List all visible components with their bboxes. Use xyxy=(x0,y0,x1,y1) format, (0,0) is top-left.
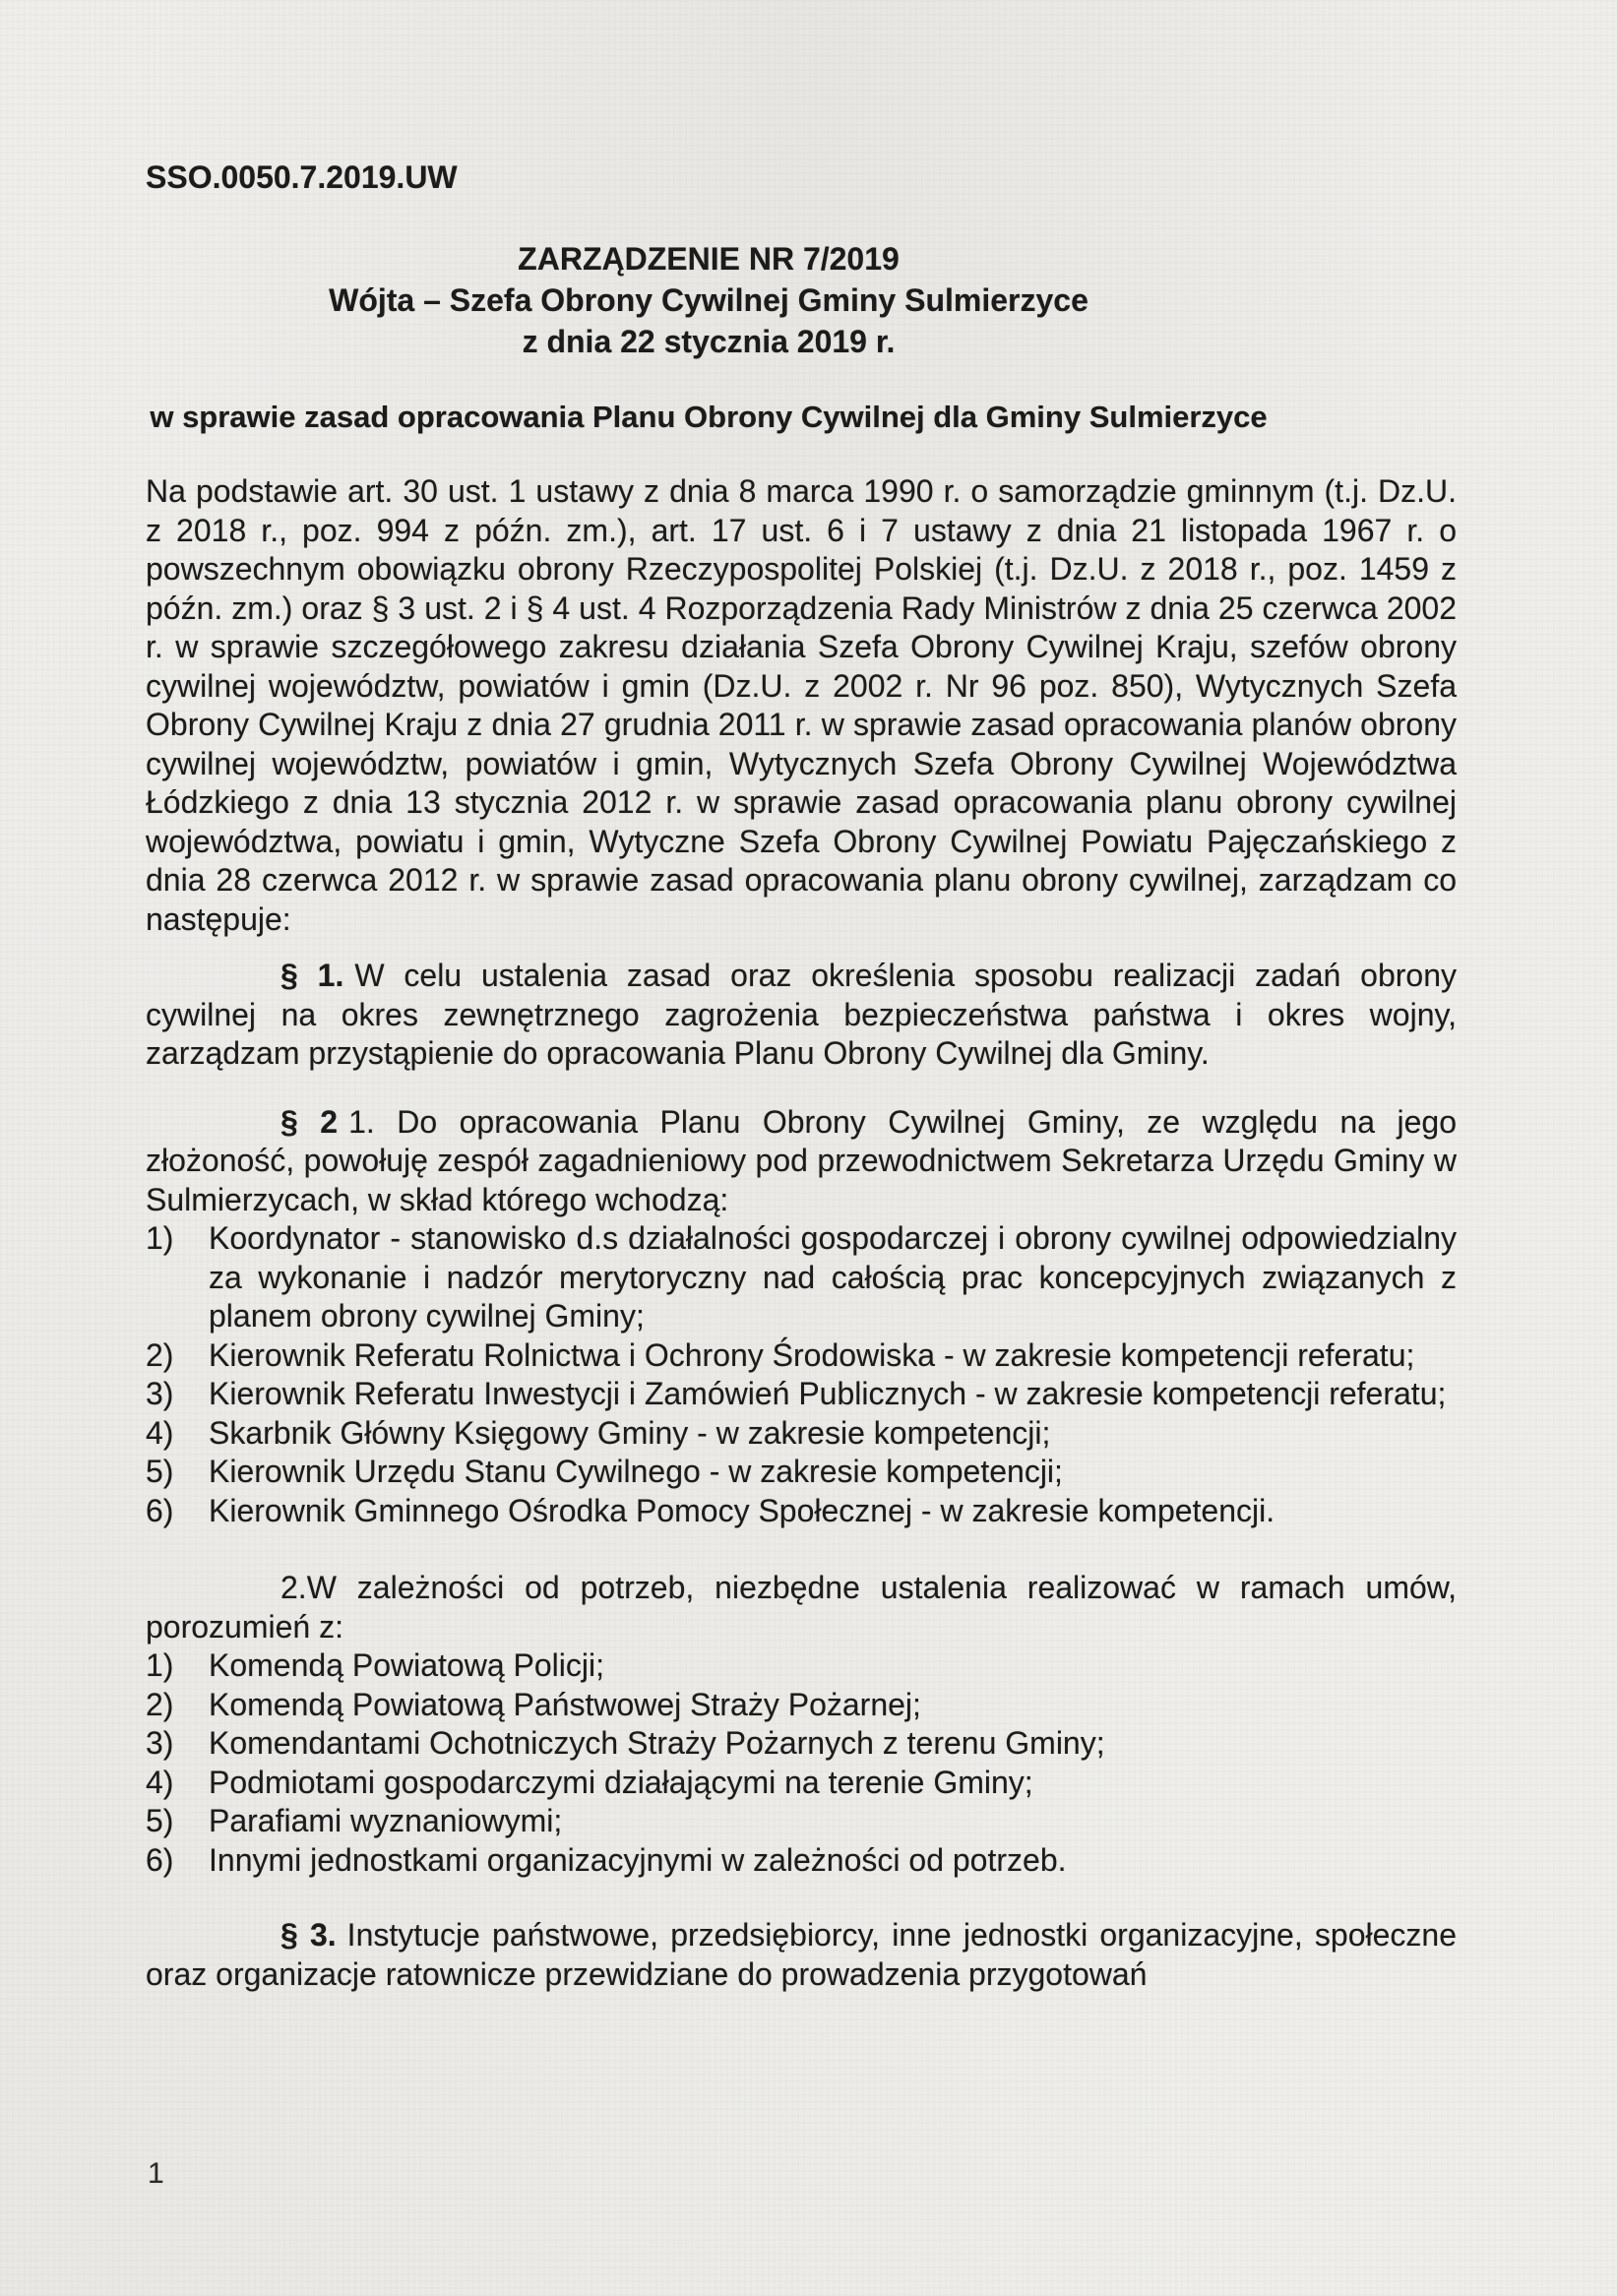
list-item-marker: 6) xyxy=(146,1841,174,1878)
list-item-text: Skarbnik Główny Księgowy Gminy - w zakresie kompetencji; xyxy=(209,1414,1051,1451)
title-line-date: z dnia 22 stycznia 2019 r. xyxy=(522,324,896,359)
list-item-text: Kierownik Referatu Rolnictwa i Ochrony Środowiska - w zakresie kompetencji referatu; xyxy=(209,1336,1415,1373)
list-item xyxy=(146,1453,1457,1492)
list-item-marker: 2) xyxy=(146,1336,174,1373)
list-item xyxy=(146,1219,1457,1336)
legal-basis-paragraph: Na podstawie art. 30 ust. 1 ustawy z dnia 8 marca 1990 r. o samorządzie gminnym (t.j. Dz.U. z 2018 r., poz. 994 z późn. zm.), art. 17 ust. 6 i 7 ustawy z dnia 21 listopada 1967 r. o powszechnym obowiązku obrony Rzeczypospolitej Polskiej (t.j. Dz.U. z 2018 r., poz. 1459 z późn. zm.) oraz § 3 ust. 2 i § 4 ust. 4 Rozporządzenia Rady Ministrów z dnia 25 czerwca 2002 r. w sprawie szczegółowego zakresu działania Szefa Obrony Cywilnej Kraju, szefów obrony cywilnej województw, powiatów i gmin (Dz.U. z 2002 r. Nr 96 poz. 850), Wytycznych Szefa Obrony Cywilnej Kraju z dnia 27 grudnia 2011 r. w sprawie zasad opracowania planów obrony cywilnej województw, powiatów i gmin, Wytycznych Szefa Obrony Cywilnej Województwa Łódzkiego z dnia 13 stycznia 2012 r. w sprawie zasad opracowania planu obrony cywilnej województwa, powiatu i gmin, Wytyczne Szefa Obrony Cywilnej Powiatu Pajęczańskiego z dnia 28 czerwca 2012 r. w sprawie zasad opracowania planu obrony cywilnej, zarządzam co następuje: xyxy=(146,473,1457,937)
list-item-marker: 6) xyxy=(146,1492,174,1528)
section-1-label: § 1. xyxy=(280,958,344,993)
document-title xyxy=(146,238,1272,362)
list-item-marker: 1) xyxy=(146,1647,174,1683)
section-1-text: W celu ustalenia zasad oraz określenia sposobu realizacji zadań obrony cywilnej na okres zewnętrznego zagrożenia bezpieczeństwa państwa i okres wojny, zarządzam przystąpienie do opracowania Planu Obrony Cywilnej dla Gminy. xyxy=(146,958,1458,1071)
list-item-text: Parafiami wyznaniowymi; xyxy=(209,1803,563,1838)
list-item xyxy=(146,1724,1457,1764)
list-item-text: Podmiotami gospodarczymi działającymi na terenie Gminy; xyxy=(209,1764,1033,1800)
section-2-paragraph xyxy=(146,1103,1457,1220)
list-item-text: Komendą Powiatową Policji; xyxy=(209,1647,604,1683)
reference-number: SSO.0050.7.2019.UW xyxy=(146,159,458,195)
list-item xyxy=(146,1336,1457,1376)
list-item-text: Komendą Powiatową Państwowej Straży Pożarnej; xyxy=(209,1686,921,1722)
list-item-marker: 5) xyxy=(146,1803,174,1838)
list-item xyxy=(146,1414,1457,1454)
page-number: 1 xyxy=(148,2157,164,2190)
list-item-text: Kierownik Urzędu Stanu Cywilnego - w zakresie kompetencji; xyxy=(209,1454,1063,1489)
section-2-label: § 2 xyxy=(280,1103,339,1140)
list-item-marker: 1) xyxy=(146,1220,174,1256)
list-item xyxy=(146,1764,1457,1803)
section-2-part-2-intro: 2.W zależności od potrzeb, niezbędne ustalenia realizować w ramach umów, porozumień z: xyxy=(146,1570,1457,1644)
title-line-number: ZARZĄDZENIE NR 7/2019 xyxy=(518,241,900,277)
list-item xyxy=(146,1492,1457,1531)
list-item-text: Koordynator - stanowisko d.s działalności gospodarczej i obrony cywilnej odpowiedzialny za wykonanie i nadzór merytoryczny nad całością prac koncepcyjnych związanych z planem obrony cywilnej Gminy; xyxy=(209,1220,1457,1334)
partners-list xyxy=(146,1646,1457,1880)
section-2-intro-text: 1. Do opracowania Planu Obrony Cywilnej Gminy, ze względu na jego złożoność, powołuję zespół zagadnieniowy pod przewodnictwem Sekretarza Urzędu Gminy w Sulmierzycach, w skład którego wchodzą: xyxy=(146,1103,1458,1217)
section-3-text: Instytucje państwowe, przedsiębiorcy, inne jednostki organizacyjne, społeczne oraz organizacje ratownicze przewidziane do prowadzenia przygotowań xyxy=(146,1917,1458,1992)
list-item xyxy=(146,1686,1457,1725)
list-item-marker: 5) xyxy=(146,1454,174,1489)
document-content xyxy=(146,0,1457,1994)
section-3-paragraph xyxy=(146,1916,1457,1994)
list-item-text: Kierownik Referatu Inwestycji i Zamówień Publicznych - w zakresie kompetencji referatu; xyxy=(209,1376,1447,1411)
list-item-text: Kierownik Gminnego Ośrodka Pomocy Społecznej - w zakresie kompetencji. xyxy=(209,1492,1275,1528)
list-item-marker: 3) xyxy=(146,1725,174,1761)
list-item xyxy=(146,1646,1457,1686)
list-item-marker: 3) xyxy=(146,1376,174,1411)
list-item-text: Komendantami Ochotniczych Straży Pożarnych z terenu Gminy; xyxy=(209,1725,1105,1761)
section-1-paragraph xyxy=(146,957,1457,1074)
title-line-issuer: Wójta – Szefa Obrony Cywilnej Gminy Sulmierzyce xyxy=(329,282,1088,318)
list-item xyxy=(146,1841,1457,1881)
list-item-marker: 4) xyxy=(146,1414,174,1451)
list-item xyxy=(146,1802,1457,1841)
subject-line: w sprawie zasad opracowania Planu Obrony Cywilnej dla Gminy Sulmierzyce xyxy=(150,400,1268,434)
list-item-marker: 2) xyxy=(146,1686,174,1722)
list-item xyxy=(146,1375,1457,1414)
list-item-text: Innymi jednostkami organizacyjnymi w zależności od potrzeb. xyxy=(209,1841,1067,1878)
section-3-label: § 3. xyxy=(280,1917,337,1953)
list-item-marker: 4) xyxy=(146,1764,174,1800)
team-list xyxy=(146,1219,1457,1530)
